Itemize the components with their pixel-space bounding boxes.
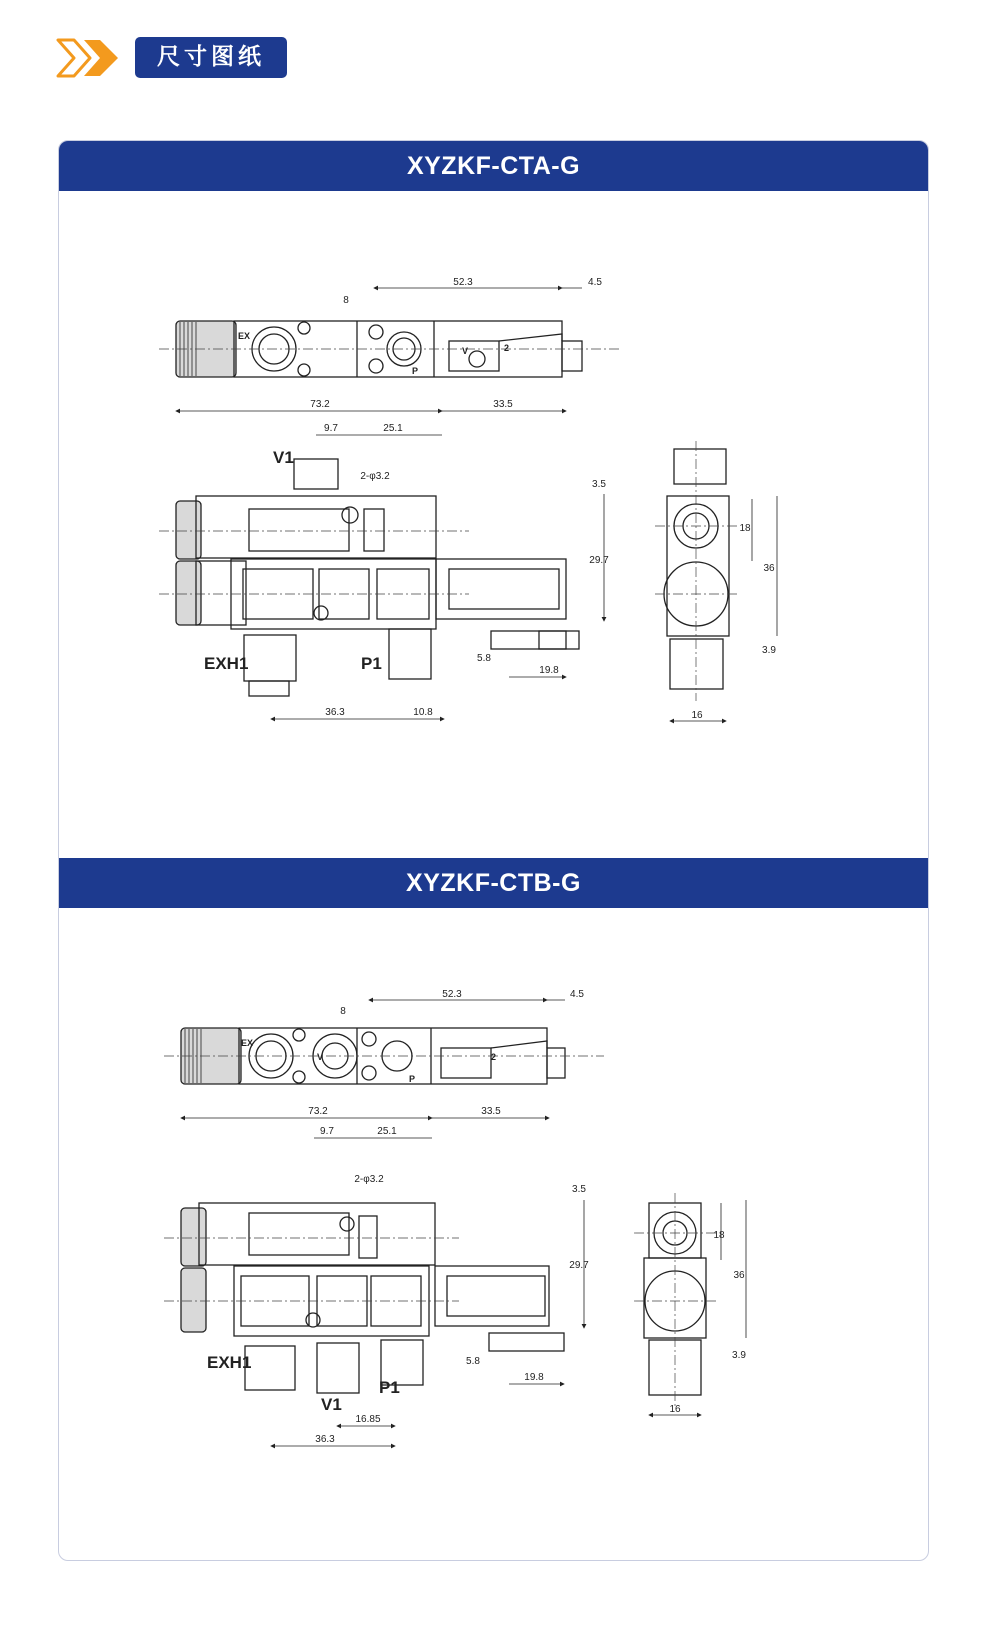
dim-16-85-b: 16.85: [355, 1414, 381, 1425]
top-label-p: P: [412, 366, 419, 376]
dim-10-8: 10.8: [413, 707, 433, 718]
top-label-ex-b: EX: [241, 1038, 254, 1048]
top-label-v: V: [462, 346, 469, 356]
dim-3-5: 3.5: [592, 479, 606, 490]
dim-8-b: 8: [340, 1006, 346, 1017]
top-label-v-b: V: [317, 1052, 324, 1062]
top-label-2: 2: [504, 343, 510, 353]
dimension-drawing-ctb: [59, 908, 929, 1561]
dim-25-1: 25.1: [383, 423, 403, 434]
drawing-card: [58, 140, 929, 1561]
dim-16-b: 16: [669, 1404, 681, 1415]
port-label-exh1: EXH1: [204, 654, 249, 673]
port-label-exh1-b: EXH1: [207, 1353, 252, 1372]
side-view: [664, 449, 729, 689]
page-title: 尺寸图纸: [135, 37, 287, 78]
dim-19-8-b: 19.8: [524, 1372, 544, 1383]
dim-25-1-b: 25.1: [377, 1126, 397, 1137]
section-title-ctb: XYZKF-CTB-G: [59, 858, 928, 908]
dim-4-5: 4.5: [588, 277, 602, 288]
dim-8: 8: [343, 295, 349, 306]
dim-4-5-b: 4.5: [570, 989, 584, 1000]
dim-hole: 2-φ3.2: [360, 471, 390, 482]
port-label-p1-b: P1: [379, 1378, 400, 1397]
dim-36-b: 36: [733, 1270, 745, 1281]
section-title-cta: XYZKF-CTA-G: [59, 141, 928, 191]
dim-18: 18: [739, 523, 751, 534]
dim-19-8: 19.8: [539, 665, 559, 676]
double-chevron-icon: [56, 36, 126, 80]
dim-5-8: 5.8: [477, 653, 491, 664]
dim-33-5-b: 33.5: [481, 1106, 501, 1117]
dim-9-7-b: 9.7: [320, 1126, 334, 1137]
dimension-drawing-cta: [59, 191, 929, 858]
dim-5-8-b: 5.8: [466, 1356, 480, 1367]
dim-hole-b: 2-φ3.2: [354, 1174, 384, 1185]
dim-16: 16: [691, 710, 703, 721]
dim-29-7: 29.7: [589, 555, 609, 566]
dim-52-3-b: 52.3: [442, 989, 462, 1000]
dim-18-b: 18: [713, 1230, 725, 1241]
dim-33-5: 33.5: [493, 399, 513, 410]
dim-3-9-b: 3.9: [732, 1350, 746, 1361]
port-label-v1: V1: [273, 448, 294, 467]
dim-52-3: 52.3: [453, 277, 473, 288]
dim-36: 36: [763, 563, 775, 574]
top-label-p-b: P: [409, 1074, 416, 1084]
dim-9-7: 9.7: [324, 423, 338, 434]
dim-36-3-b: 36.3: [315, 1434, 335, 1445]
dim-29-7-b: 29.7: [569, 1260, 589, 1271]
port-label-v1-b: V1: [321, 1395, 342, 1414]
port-label-p1: P1: [361, 654, 382, 673]
dim-3-9: 3.9: [762, 645, 776, 656]
top-label-2-b: 2: [491, 1052, 497, 1062]
dim-36-3: 36.3: [325, 707, 345, 718]
dim-73-2: 73.2: [310, 399, 330, 410]
dim-73-2-b: 73.2: [308, 1106, 328, 1117]
dim-3-5-b: 3.5: [572, 1184, 586, 1195]
top-label-ex: EX: [238, 331, 251, 341]
